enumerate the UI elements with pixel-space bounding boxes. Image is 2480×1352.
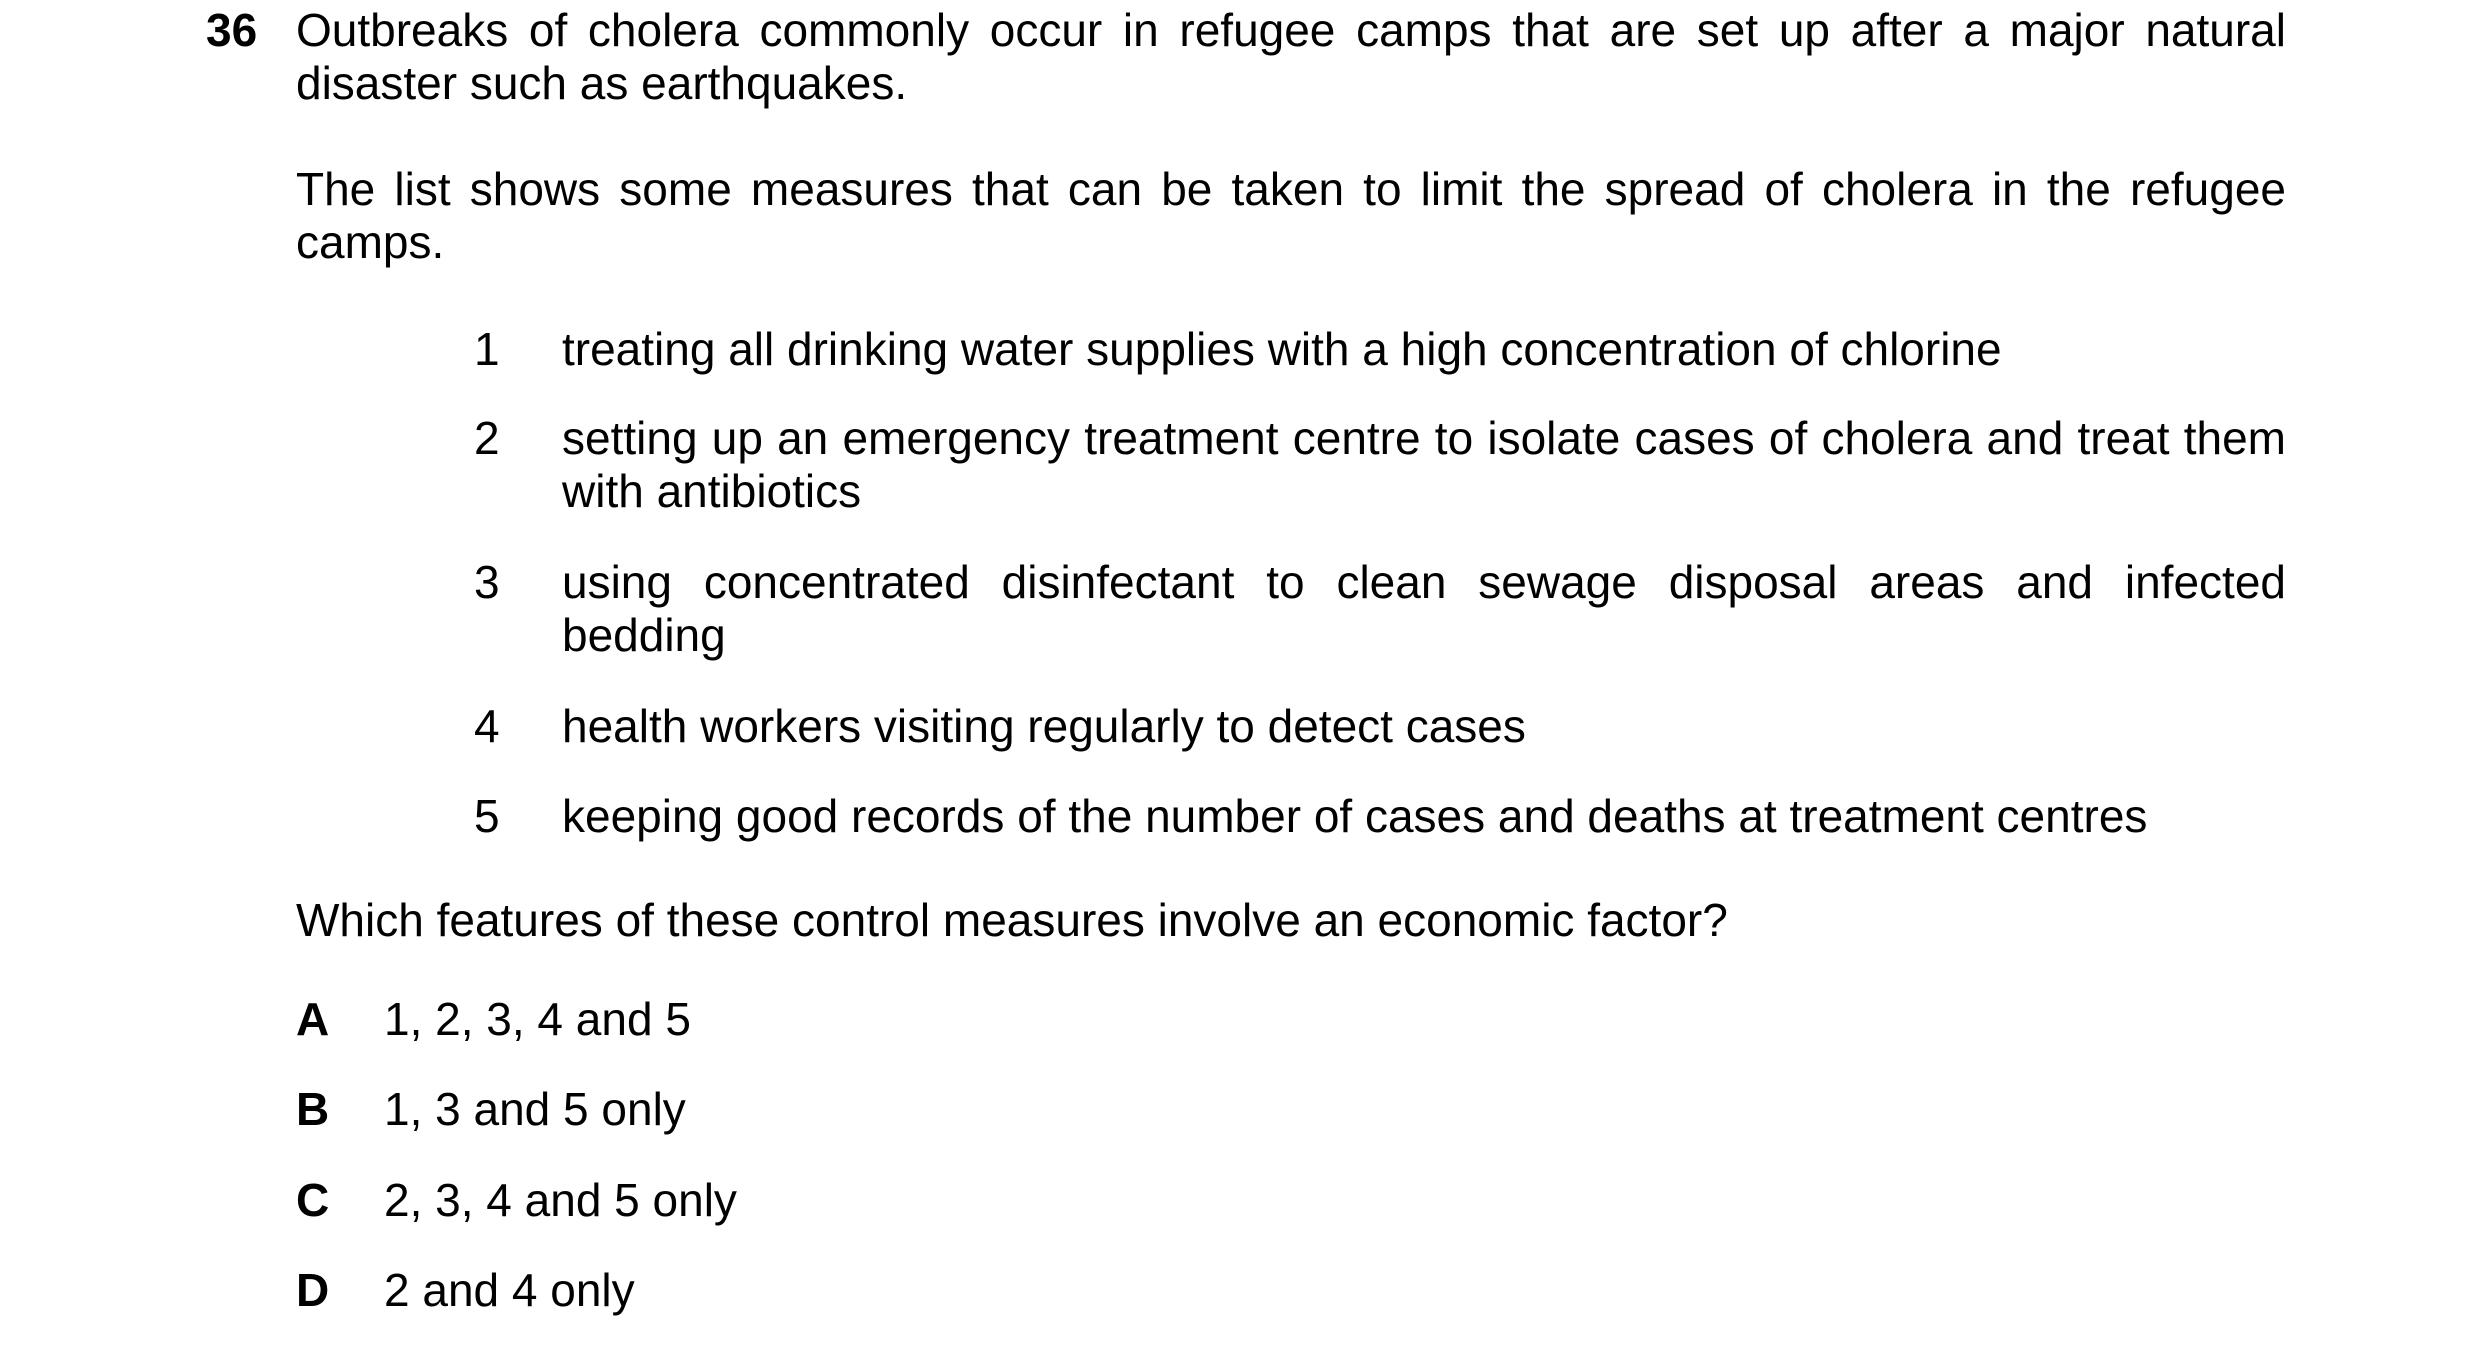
option-letter: B <box>296 1083 330 1135</box>
question-stem-intro: Outbreaks of cholera commonly occur in refugee camps that are set up after a major natural disaster such as earthquakes. <box>296 4 2286 109</box>
list-item-text: using concentrated disinfectant to clean sewage disposal areas and infected bedding <box>562 556 2286 661</box>
option-letter: A <box>296 993 330 1045</box>
question-stem-list-intro: The list shows some measures that can be taken to limit the spread of cholera in the refugee camps. <box>296 163 2286 268</box>
list-item-text: health workers visiting regularly to detect cases <box>562 700 1526 752</box>
list-item-number: 4 <box>474 700 500 752</box>
question-number: 36 <box>206 4 258 56</box>
list-item-number: 5 <box>474 790 500 842</box>
list-item-text: setting up an emergency treatment centre to isolate cases of cholera and treat them with antibiotics <box>562 412 2286 517</box>
option-text: 1, 3 and 5 only <box>384 1083 686 1135</box>
list-item-number: 2 <box>474 412 500 464</box>
list-item-text: keeping good records of the number of cases and deaths at treatment centres <box>562 790 2148 842</box>
option-letter: C <box>296 1174 330 1226</box>
list-item-number: 1 <box>474 323 500 375</box>
list-item-number: 3 <box>474 556 500 608</box>
question-prompt: Which features of these control measures involve an economic factor? <box>296 894 1728 946</box>
option-letter: D <box>296 1264 330 1316</box>
option-text: 2, 3, 4 and 5 only <box>384 1174 737 1226</box>
option-text: 2 and 4 only <box>384 1264 635 1316</box>
list-item-text: treating all drinking water supplies with a high concentration of chlorine <box>562 323 2002 375</box>
option-text: 1, 2, 3, 4 and 5 <box>384 993 691 1045</box>
